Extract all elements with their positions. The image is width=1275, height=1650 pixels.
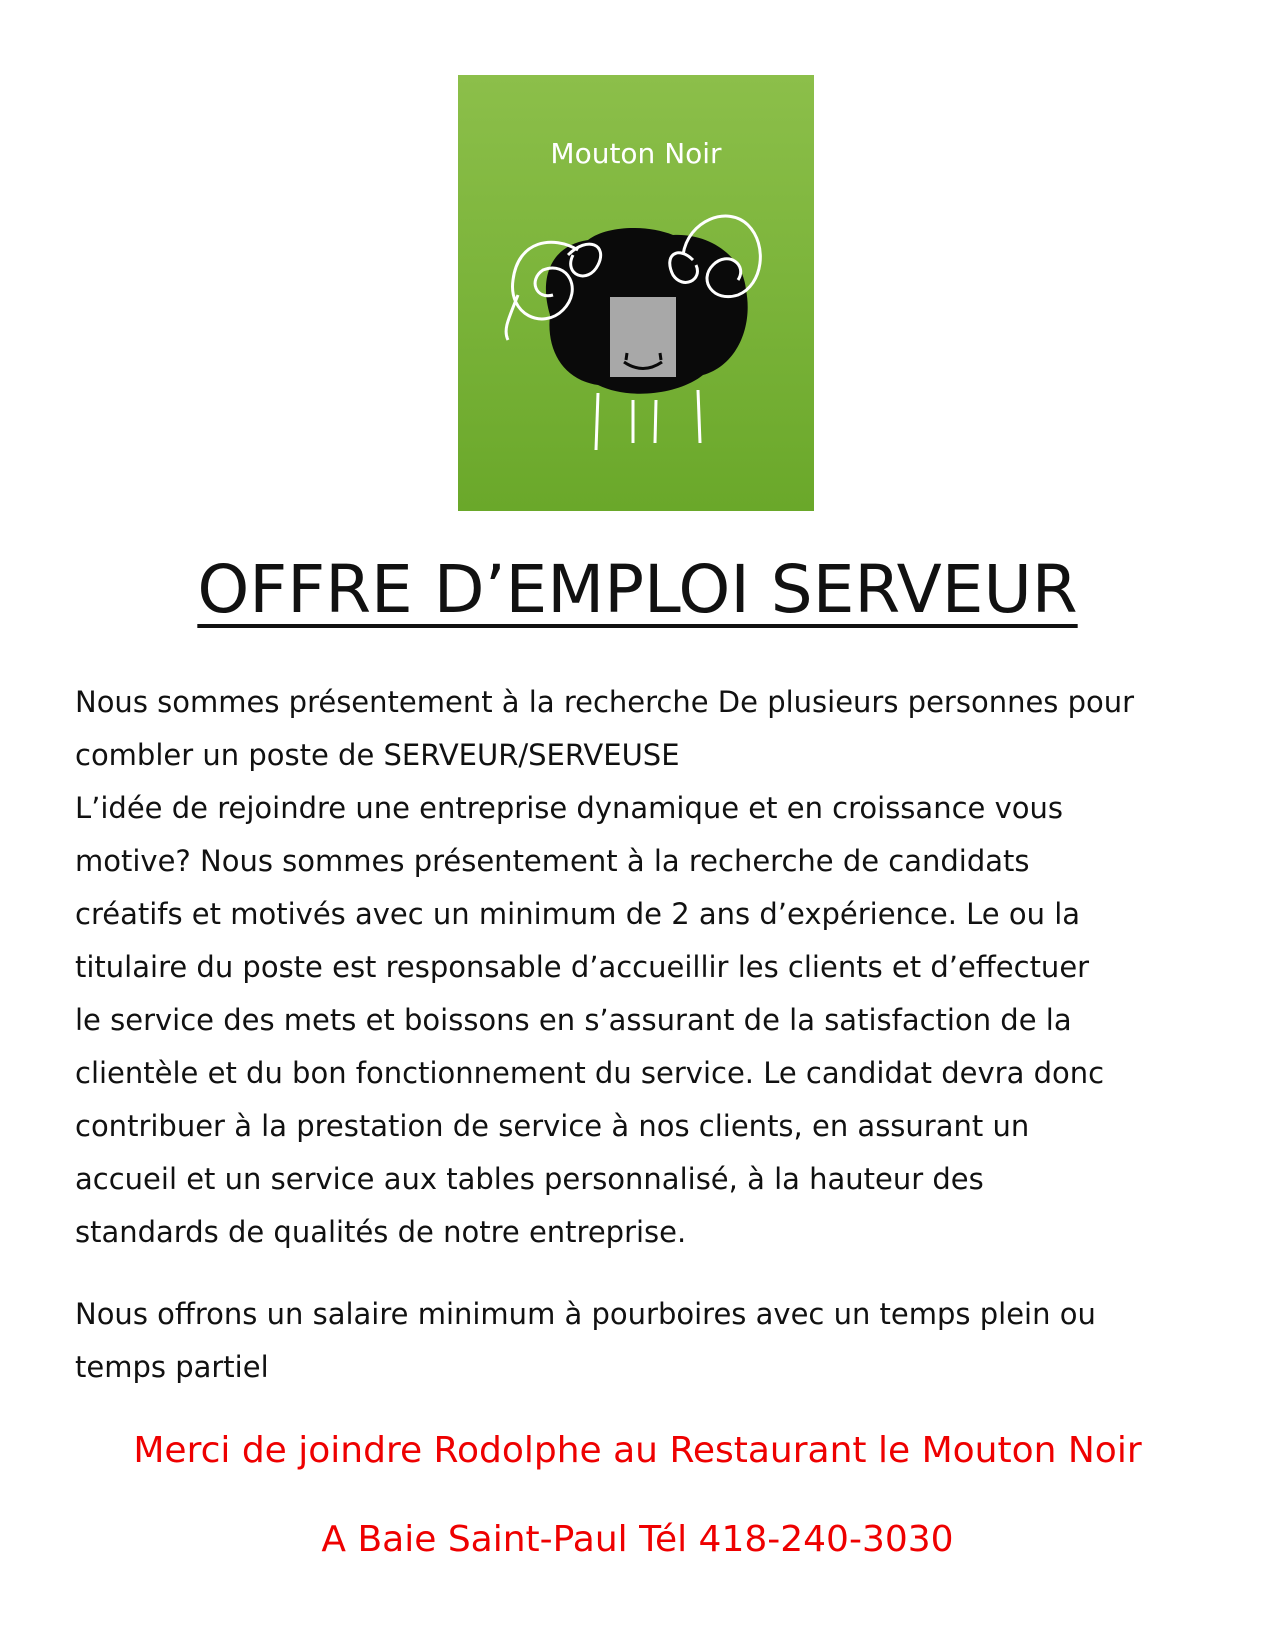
body-line: accueil et un service aux tables personnalisé, à la hauteur des [75, 1162, 984, 1196]
body-line: Nous sommes présentement à la recherche De plusieurs personnes pour [75, 685, 1135, 719]
contact-line-2: A Baie Saint-Paul Tél 418-240-3030 [321, 1519, 954, 1560]
body-line: combler un poste de SERVEUR/SERVEUSE [75, 738, 680, 772]
offer-line: temps partiel [75, 1350, 269, 1384]
body-line: L’idée de rejoindre une entreprise dynamique et en croissance vous [75, 791, 1063, 825]
body-line: contribuer à la prestation de service à nos clients, en assurant un [75, 1109, 1030, 1143]
body-line: créatifs et motivés avec un minimum de 2 ans d’expérience. Le ou la [75, 897, 1081, 931]
body-line: clientèle et du bon fonctionnement du service. Le candidat devra donc [75, 1056, 1105, 1090]
body-line: titulaire du poste est responsable d’accueillir les clients et d’effectuer [75, 950, 1090, 984]
contact-line-1: Merci de joindre Rodolphe au Restaurant le Mouton Noir [133, 1430, 1142, 1471]
job-description [75, 676, 1215, 1259]
body-line: standards de qualités de notre entreprise. [75, 1215, 687, 1249]
body-line: motive? Nous sommes présentement à la recherche de candidats [75, 844, 1030, 878]
mouton-noir-logo [458, 75, 814, 511]
logo-brand-text: Mouton Noir [550, 137, 722, 170]
offer-text [75, 1288, 1215, 1394]
offer-line: Nous offrons un salaire minimum à pourboires avec un temps plein ou [75, 1297, 1096, 1331]
body-line: le service des mets et boissons en s’assurant de la satisfaction de la [75, 1003, 1072, 1037]
page-title: OFFRE D’EMPLOI SERVEUR [197, 551, 1078, 628]
